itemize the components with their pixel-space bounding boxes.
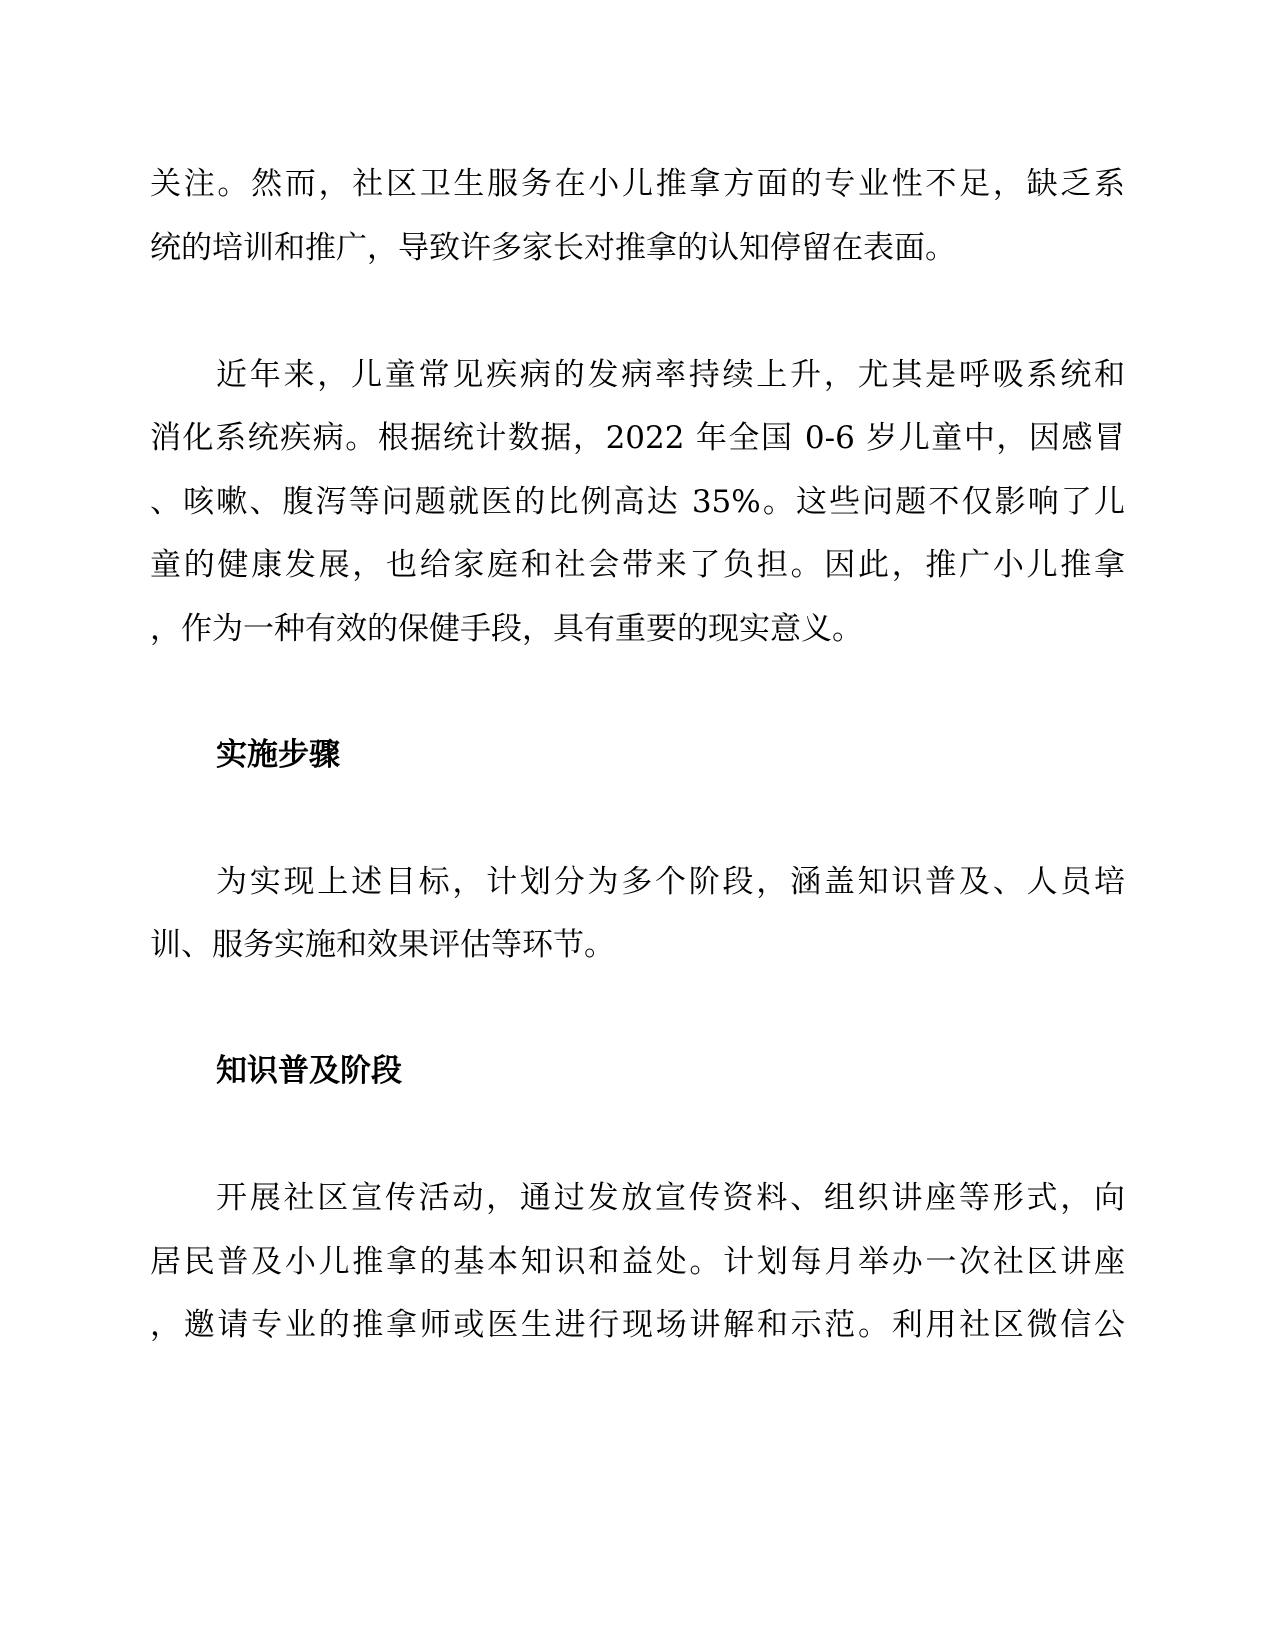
paragraph-line: ，邀请专业的推拿师或医生进行现场讲解和示范。利用社区微信公 xyxy=(150,1307,1125,1343)
section-heading: 实施步骤 xyxy=(216,737,340,773)
paragraph-line: 消化系统疾病。根据统计数据，2022 年全国 0-6 岁儿童中，因感冒 xyxy=(150,420,1125,456)
paragraph-line: 童的健康发展，也给家庭和社会带来了负担。因此，推广小儿推拿 xyxy=(150,547,1125,583)
paragraph-line: 、咳嗽、腹泻等问题就医的比例高达 35%。这些问题不仅影响了儿 xyxy=(150,484,1125,520)
paragraph-line: 关注。然而，社区卫生服务在小儿推拿方面的专业性不足，缺乏系 xyxy=(150,166,1125,202)
paragraph-line: 居民普及小儿推拿的基本知识和益处。计划每月举办一次社区讲座 xyxy=(150,1244,1125,1280)
paragraph-line: 统的培训和推广，导致许多家长对推拿的认知停留在表面。 xyxy=(150,230,956,266)
paragraph-line: 训、服务实施和效果评估等环节。 xyxy=(150,927,615,963)
section-heading: 知识普及阶段 xyxy=(216,1053,402,1089)
paragraph-line: ，作为一种有效的保健手段，具有重要的现实意义。 xyxy=(150,611,863,647)
paragraph-line: 开展社区宣传活动，通过发放宣传资料、组织讲座等形式，向 xyxy=(216,1180,1125,1216)
paragraph-line: 近年来，儿童常见疾病的发病率持续上升，尤其是呼吸系统和 xyxy=(216,357,1125,393)
paragraph-line: 为实现上述目标，计划分为多个阶段，涵盖知识普及、人员培 xyxy=(216,864,1125,900)
